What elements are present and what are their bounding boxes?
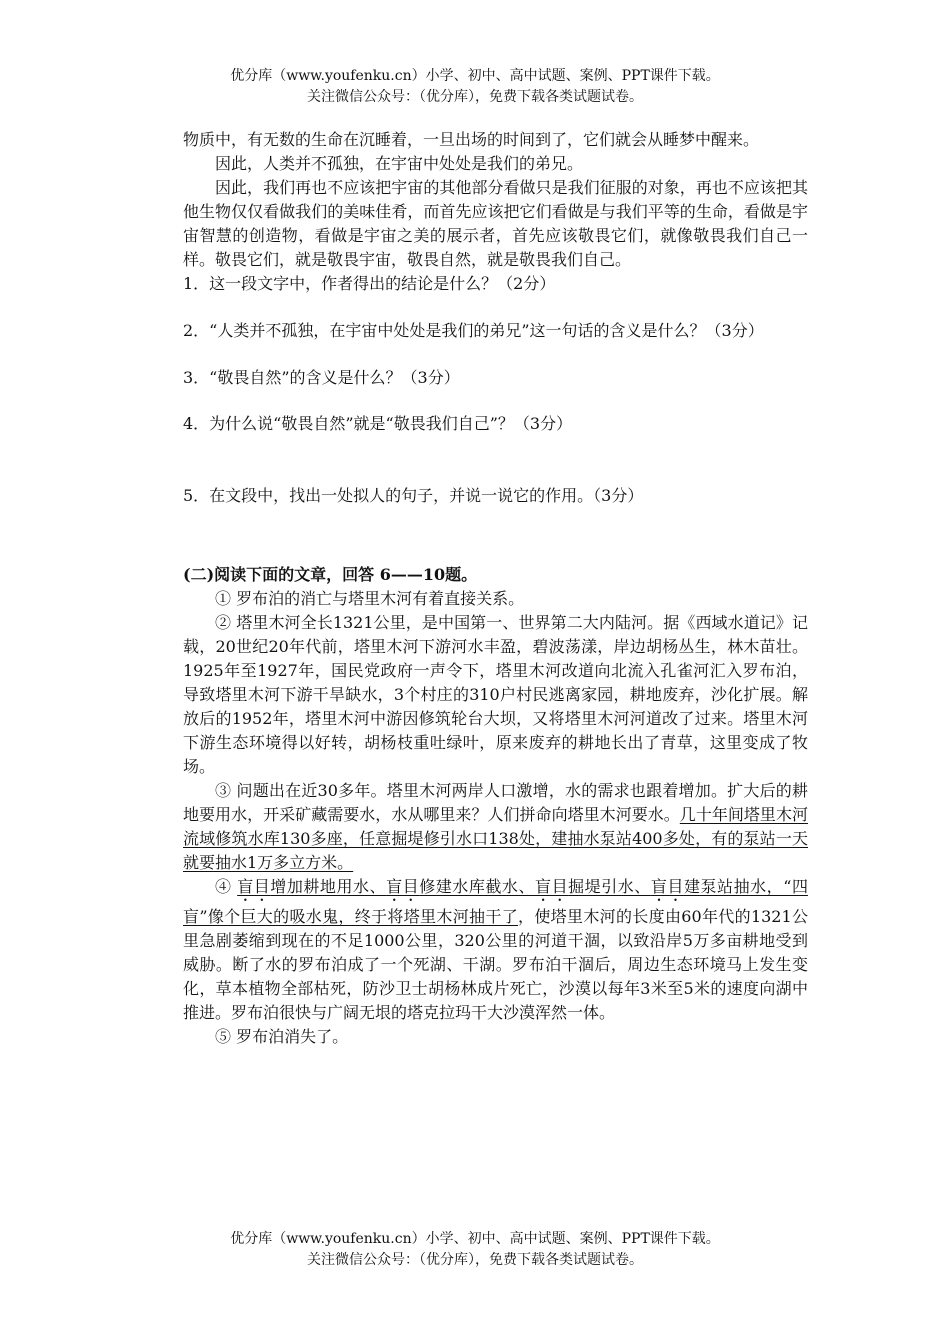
underlined-segment-2: 修建水库截水、 — [419, 877, 536, 896]
emphasis-word-3: 盲目 — [535, 877, 569, 896]
paragraph-4-number: ④ — [215, 877, 238, 896]
section-2-title: (二)阅读下面的文章，回答 6——10题。 — [183, 565, 478, 584]
paragraph-3-text: ③ 问题出在近30多年。塔里木河两岸人口激增，水的需求也跟着增加。扩大后的耕地要用水，开采矿藏需要水，水从哪里来？人们拼命向塔里木河要水。 — [183, 781, 808, 824]
question-5: 5．在文段中，找出一处拟人的句子，并说一说它的作用。（3分） — [183, 486, 644, 505]
emphasis-word-2: 盲目 — [386, 877, 420, 896]
answer-space-4 — [183, 436, 808, 484]
footer-line-2: 关注微信公众号：（优分库），免费下载各类试题试卷。 — [307, 1252, 643, 1268]
section2-paragraph-4 — [183, 875, 808, 1025]
paragraph-4-text: ，使塔里木河的长度由60年代的1321公里急剧萎缩到现在的不足1000公里，320公里的河道干涸，以致沿岸5万多亩耕地受到威胁。断了水的罗布泊成了一个死湖、干湖。罗布泊干涸后，周边生态环境马上发生变化，草本植物全部枯死，防沙卫士胡杨林成片死亡，沙漠以每年3米至5米的速度向湖中推进。罗布泊很快与广阔无垠的塔克拉玛干大沙漠浑然一体。 — [183, 907, 808, 1022]
section2-paragraph-3 — [183, 779, 808, 875]
answer-space-3 — [183, 390, 808, 412]
footer-line-1: 优分库（www.youfenku.cn）小学、初中、高中试题、案例、PPT课件下载。 — [230, 1231, 720, 1247]
question-1: 1．这一段文字中，作者得出的结论是什么？（2分） — [183, 274, 556, 293]
header-line-2: 关注微信公众号：（优分库），免费下载各类试题试卷。 — [307, 89, 643, 105]
page-header — [0, 66, 950, 108]
answer-space-2 — [183, 343, 808, 366]
emphasis-word-1: 盲目 — [237, 877, 271, 896]
paragraph-3-underlined-sentence: 几十年间塔里木河流域修筑水库130多座，任意掘堤修引水口138处，建抽水泵站400多处，有的泵站一天就要抽水1万多立方米。 — [183, 805, 808, 872]
section2-paragraph-5: ⑤ 罗布泊消失了。 — [215, 1027, 349, 1046]
page-content — [183, 128, 808, 1049]
underlined-segment-3: 掘堤引水、 — [568, 877, 651, 896]
passage1-paragraph-1: 物质中，有无数的生命在沉睡着，一旦出场的时间到了，它们就会从睡梦中醒来。 — [183, 130, 760, 149]
emphasis-word-4: 盲目 — [650, 877, 684, 896]
underlined-segment-1: 增加耕地用水、 — [270, 877, 387, 896]
answer-space-5 — [183, 508, 808, 563]
question-2: 2．“人类并不孤独，在宇宙中处处是我们的弟兄”这一句话的含义是什么？（3分） — [183, 321, 764, 340]
underlined-segment-4: 建泵站抽水，“四盲”像个巨大的吸水鬼，终于将塔里木河抽干了 — [183, 877, 808, 926]
question-4: 4．为什么说“敬畏自然”就是“敬畏我们自己”？（3分） — [183, 414, 573, 433]
question-3: 3．“敬畏自然”的含义是什么？（3分） — [183, 368, 460, 387]
passage1-paragraph-3: 因此，我们再也不应该把宇宙的其他部分看做只是我们征服的对象，再也不应该把其他生物仅仅看做我们的美味佳肴，而首先应该把它们看做是与我们平等的生命，看做是宇宙智慧的创造物，看做是宇宙之美的展示者，首先应该敬畏它们，就像敬畏我们自己一样。敬畏它们，就是敬畏宇宙，敬畏自然，就是敬畏我们自己。 — [183, 178, 808, 269]
answer-space-1 — [183, 296, 808, 319]
passage1-paragraph-2: 因此，人类并不孤独，在宇宙中处处是我们的弟兄。 — [215, 154, 584, 173]
section2-paragraph-1: ① 罗布泊的消亡与塔里木河有着直接关系。 — [215, 589, 525, 608]
section2-paragraph-2: ② 塔里木河全长1321公里，是中国第一、世界第二大内陆河。据《西域水道记》记载，20世纪20年代前，塔里木河下游河水丰盈，碧波荡漾，岸边胡杨丛生，林木苗壮。1925年至1927年，国民党政府一声令下，塔里木河改道向北流入孔雀河汇入罗布泊，导致塔里木河下游干旱缺水，3个村庄的310户村民逃离家园，耕地废弃，沙化扩展。解放后的1952年，塔里木河中游因修筑轮台大坝，又将塔里木河河道改了过来。塔里木河下游生态环境得以好转，胡杨枝重吐绿叶，原来废弃的耕地长出了青草，这里变成了牧场。 — [183, 613, 808, 776]
header-line-1: 优分库（www.youfenku.cn）小学、初中、高中试题、案例、PPT课件下载。 — [230, 68, 720, 84]
page-footer — [0, 1229, 950, 1271]
